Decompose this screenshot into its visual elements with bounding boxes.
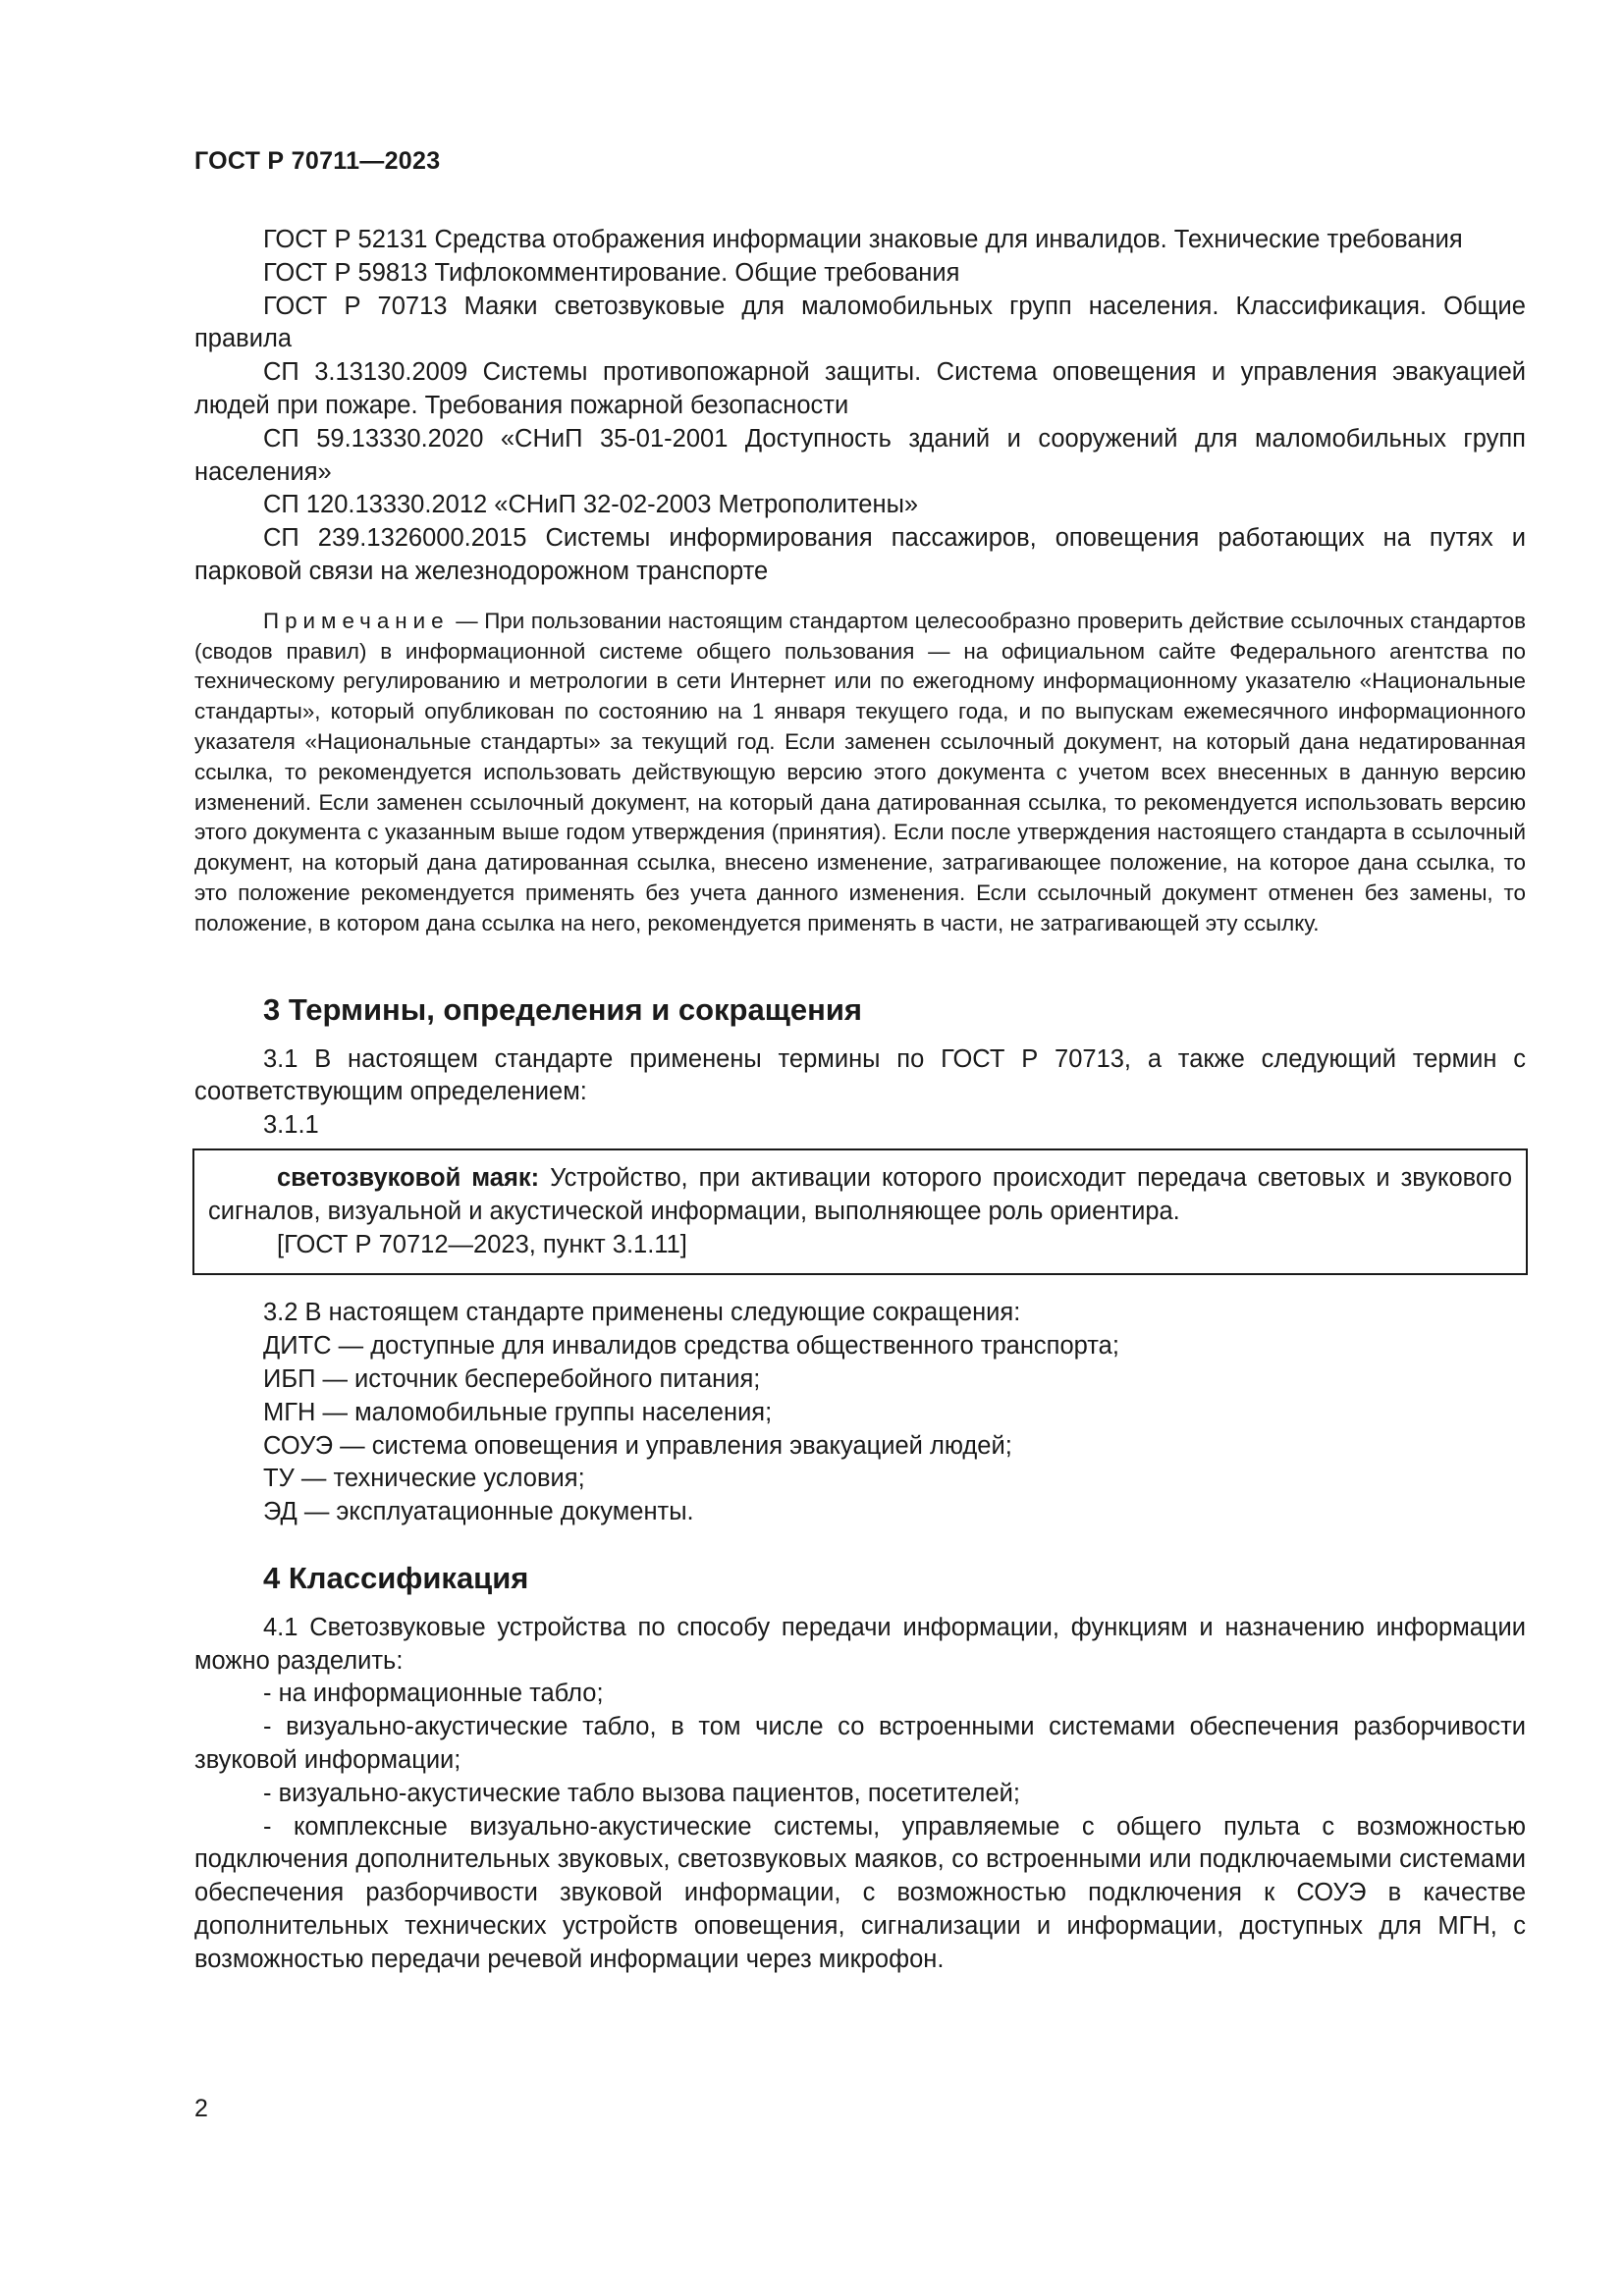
page-content — [194, 224, 1526, 1977]
term-number: 3.1.1 — [263, 1111, 319, 1140]
abbreviation-item: ИБП — источник бесперебойного питания; — [263, 1364, 761, 1393]
reference-item: ГОСТ Р 70713 Маяки светозвуковые для маломобильных групп населения. Классификация. Общие правила — [194, 292, 1526, 353]
page-number: 2 — [194, 2095, 208, 2122]
note-paragraph — [194, 607, 1526, 939]
normative-references-list — [194, 224, 1526, 589]
abbreviations-list — [194, 1330, 1526, 1529]
term-definition — [208, 1162, 1512, 1229]
classification-item: - комплексные визуально-акустические системы, управляемые с общего пульта с возможностью подключения дополнительных звуковых, светозвуковых маяков, со встроенными или подключаемыми системами обеспечения разборчивости звуковой информации, с возможностью подключения к СОУЭ в качестве дополнительных технических устройств оповещения, сигнализации и информации, доступных для МГН, с возможностью передачи речевой информации через микрофон. — [194, 1812, 1526, 1973]
section-3-heading: 3 Термины, определения и сокращения — [263, 991, 862, 1027]
term-definition-text: Устройство, при активации которого происходит передача световых и звукового сигналов, визуальной и акустической информации, выполняющее роль ориентира. — [208, 1163, 1513, 1225]
section-4-heading: 4 Классификация — [263, 1560, 529, 1595]
clause-3-2: 3.2 В настоящем стандарте применены следующие сокращения: — [263, 1299, 1021, 1327]
document-header: ГОСТ Р 70711—2023 — [194, 147, 441, 175]
term-source-reference: [ГОСТ Р 70712—2023, пункт 3.1.11] — [277, 1230, 687, 1258]
abbreviation-item: СОУЭ — система оповещения и управления эвакуацией людей; — [263, 1431, 1012, 1460]
clause-3-1: 3.1 В настоящем стандарте применены термины по ГОСТ Р 70713, а также следующий термин с соответствующим определением: — [194, 1044, 1526, 1106]
classification-item: - на информационные табло; — [263, 1680, 604, 1708]
abbreviation-item: ТУ — технические условия; — [263, 1465, 585, 1493]
reference-item: СП 59.13330.2020 «СНиП 35-01-2001 Доступность зданий и сооружений для маломобильных групп населения» — [194, 424, 1526, 486]
reference-item: СП 120.13330.2012 «СНиП 32-02-2003 Метрополитены» — [263, 491, 919, 519]
term-definition-box — [192, 1148, 1528, 1275]
abbreviation-item: ДИТС — доступные для инвалидов средства общественного транспорта; — [263, 1332, 1119, 1361]
classification-item: - визуально-акустические табло, в том числе со встроенными системами обеспечения разборчивости звуковой информации; — [194, 1713, 1526, 1775]
reference-item: ГОСТ Р 52131 Средства отображения информации знаковые для инвалидов. Технические требования — [263, 226, 1463, 253]
abbreviation-item: МГН — маломобильные группы населения; — [263, 1398, 773, 1426]
classification-list — [194, 1678, 1526, 1976]
reference-item: СП 3.13130.2009 Системы противопожарной защиты. Система оповещения и управления эвакуацией людей при пожаре. Требования пожарной безопасности — [194, 358, 1526, 419]
classification-item: - визуально-акустические табло вызова пациентов, посетителей; — [263, 1779, 1020, 1807]
term-name: светозвуковой маяк: — [277, 1163, 540, 1192]
note-label: Примечание — [263, 608, 450, 633]
reference-item: ГОСТ Р 59813 Тифлокомментирование. Общие требования — [263, 258, 960, 287]
clause-4-1: 4.1 Светозвуковые устройства по способу передачи информации, функциям и назначению информации можно разделить: — [194, 1613, 1526, 1675]
note-text: — При пользовании настоящим стандартом целесообразно проверить действие ссылочных стандартов (сводов правил) в информационной системе общего пользования — на официальном сайте Федерального агентства по техническому регулированию и метрологии в сети Интернет или по ежегодному информационному указателю «Национальные стандарты», который опубликован по состоянию на 1 января текущего года, и по выпускам ежемесячного информационного указателя «Национальные стандарты» за текущий год. Если заменен ссылочный документ, на который дана недатированная ссылка, то рекомендуется использовать действующую версию этого документа с учетом всех внесенных в данную версию изменений. Если заменен ссылочный документ, на который дана датированная ссылка, то рекомендуется использовать версию этого документа с указанным выше годом утверждения (принятия). Если после утверждения настоящего стандарта в ссылочный документ, на который дана датированная ссылка, внесено изменение, затрагивающее положение, на которое дана ссылка, то это положение рекомендуется применять без учета данного изменения. Если ссылочный документ отменен без замены, то положение, в котором дана ссылка на него, рекомендуется применять в части, не затрагивающей эту ссылку. — [194, 608, 1526, 935]
reference-item: СП 239.1326000.2015 Системы информирования пассажиров, оповещения работающих на путях и парковой связи на железнодорожном транспорте — [194, 524, 1526, 585]
abbreviation-item: ЭД — эксплуатационные документы. — [263, 1498, 694, 1526]
